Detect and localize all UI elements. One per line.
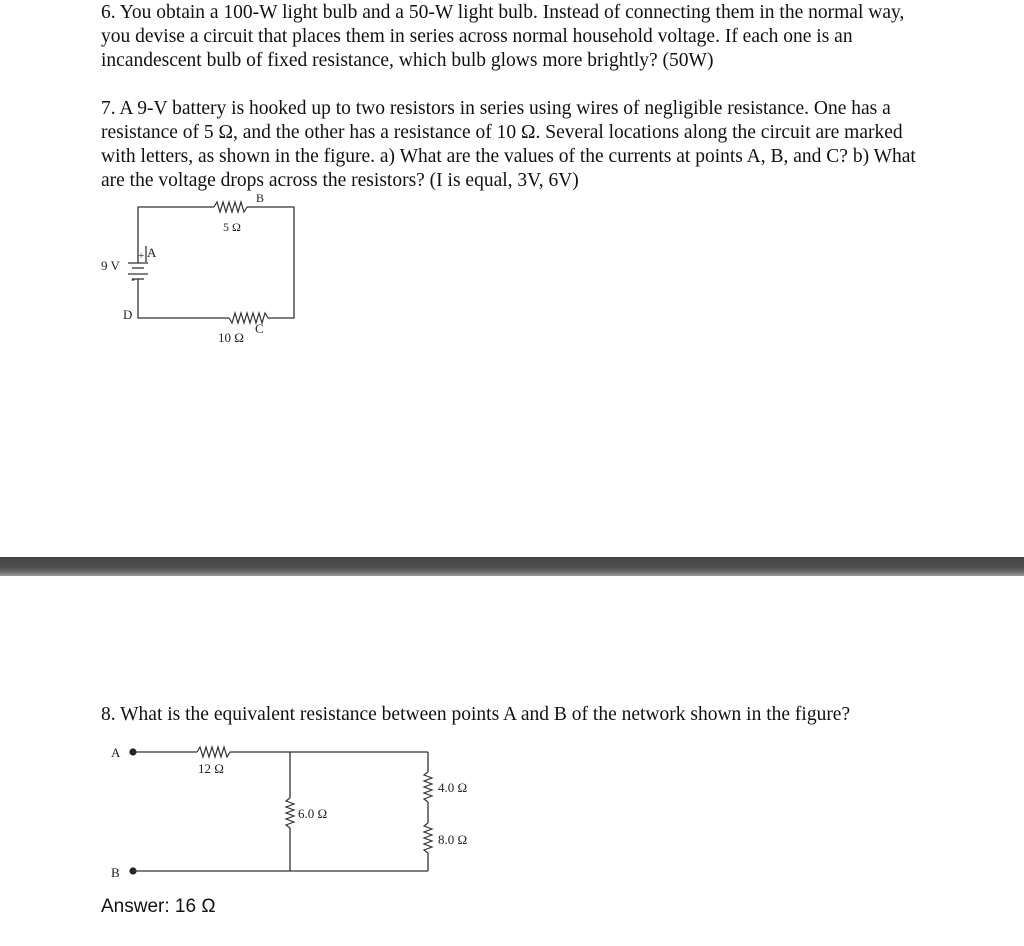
- resistor-8-ohm: [424, 823, 432, 853]
- resistor-6-ohm: [286, 798, 294, 828]
- point-b-label: B: [256, 191, 265, 205]
- circuit-figure-problem-8: [0, 740, 468, 890]
- resistor-12-ohm: [197, 747, 230, 757]
- problem-6-text: 6. You obtain a 100-W light bulb and a 50-W light bulb. Instead of connecting them in the normal way, you devise a circuit that places them in series across normal household voltage. If each one is an incandescent bulb of fixed resistance, which bulb glows more brightly? (50W): [101, 2, 905, 71]
- problem-7-text: 7. A 9-V battery is hooked up to two resistors in series using wires of negligible resistance. One has a resistance of 5 Ω, and the other has a resistance of 10 Ω. Several locations along the circuit are marked with letters, as shown in the figure. a) What are the values of the currents at points A, B, and C? b) What are the voltage drops across the resistors? (I is equal, 3V, 6V): [101, 98, 916, 191]
- terminal-b-label: B: [111, 865, 120, 880]
- resistor-6-ohm-label: 6.0 Ω: [298, 806, 328, 821]
- resistor-5-ohm-label: 5 Ω: [223, 220, 241, 234]
- wire-bottom-left: [138, 279, 229, 318]
- resistor-12-ohm-label: 12 Ω: [198, 761, 224, 776]
- battery-label: 9 V: [101, 258, 120, 273]
- resistor-10-ohm-label: 10 Ω: [218, 330, 244, 345]
- resistor-8-ohm-label: 8.0 Ω: [438, 832, 468, 847]
- point-c-label: C: [255, 321, 264, 336]
- point-d-label: D: [123, 307, 133, 322]
- battery-minus-sign: -: [131, 272, 135, 286]
- wire-top-right: [247, 207, 294, 318]
- problem-8-answer: Answer: 16 Ω: [101, 896, 216, 917]
- point-a-label: A: [147, 245, 157, 260]
- page-separator-bar: [0, 557, 1024, 576]
- resistor-4-ohm: [424, 772, 432, 802]
- resistor-4-ohm-label: 4.0 Ω: [438, 780, 468, 795]
- battery-plus-sign: +: [138, 250, 145, 262]
- terminal-a-label: A: [111, 745, 121, 760]
- resistor-5-ohm: [214, 202, 247, 212]
- circuit-figure-problem-7: [0, 190, 320, 350]
- problem-8-text: 8. What is the equivalent resistance between points A and B of the network shown in the figure?: [101, 704, 851, 725]
